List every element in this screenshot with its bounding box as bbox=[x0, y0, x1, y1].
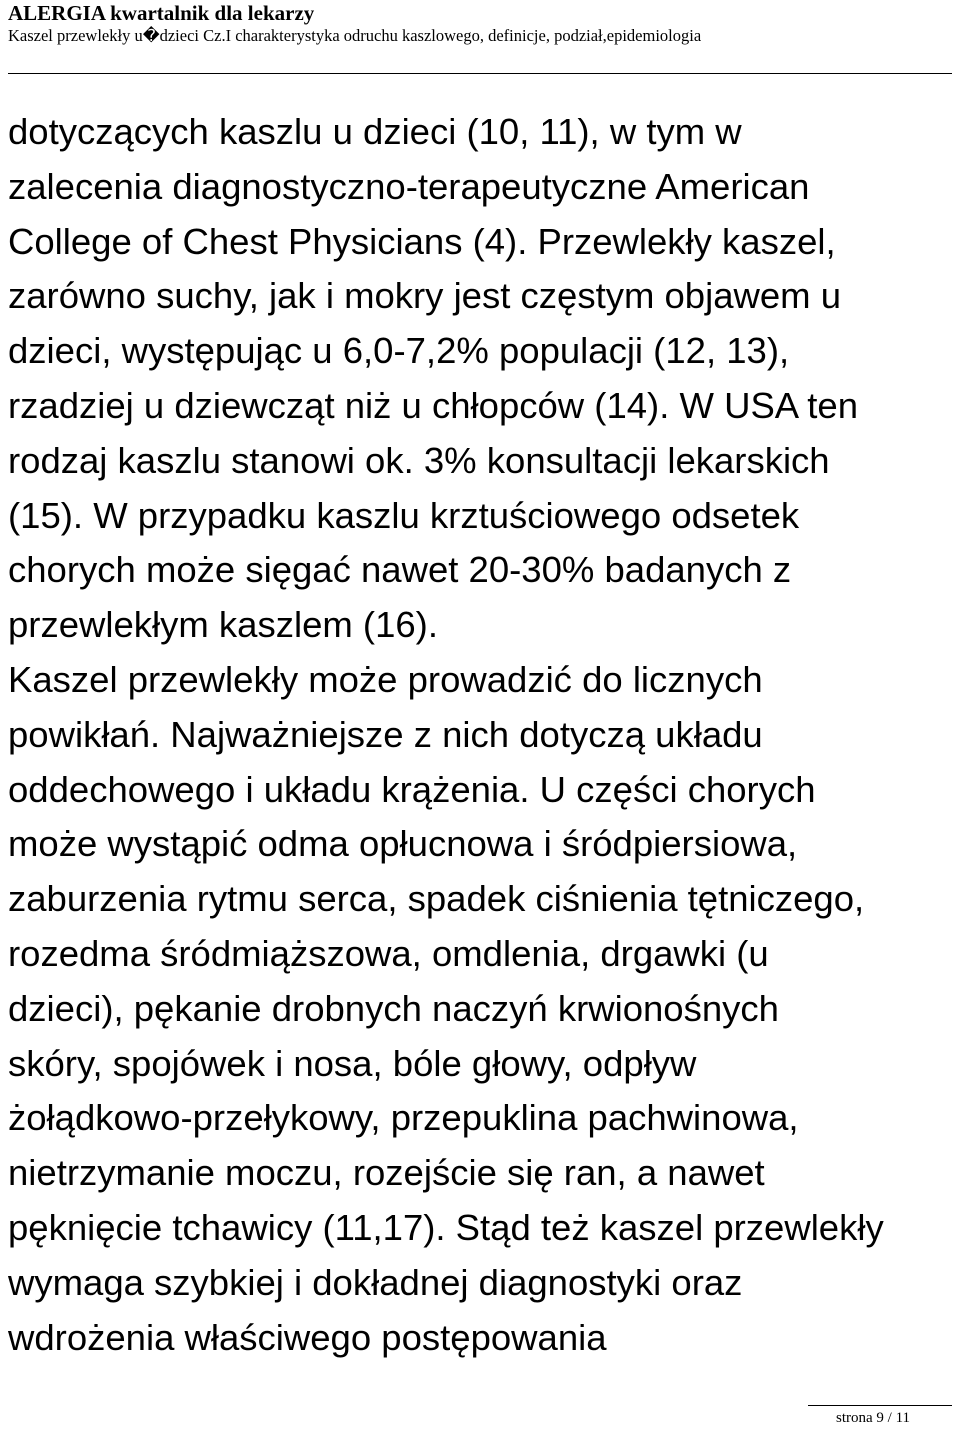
article-body bbox=[8, 105, 958, 1365]
body-line: rzadziej u dziewcząt niż u chłopców (14). W USA ten bbox=[8, 384, 858, 426]
body-line: (15). W przypadku kaszlu krztuściowego odsetek bbox=[8, 494, 800, 536]
body-line: dzieci), pękanie drobnych naczyń krwionośnych bbox=[8, 987, 779, 1029]
body-line: dzieci, występując u 6,0-7,2% populacji (12, 13), bbox=[8, 330, 790, 372]
body-line: skóry, spojówek i nosa, bóle głowy, odpływ bbox=[8, 1042, 697, 1084]
body-line: pęknięcie tchawicy (11,17). Stąd też kaszel przewlekły bbox=[8, 1206, 884, 1248]
body-line: żołądkowo-przełykowy, przepuklina pachwinowa, bbox=[8, 1097, 799, 1139]
body-line: powikłań. Najważniejsze z nich dotyczą układu bbox=[8, 713, 763, 755]
body-line: College of Chest Physicians (4). Przewlekły kaszel, bbox=[8, 220, 836, 262]
body-line: oddechowego i układu krążenia. U części chorych bbox=[8, 768, 816, 810]
body-line: wdrożenia właściwego postępowania bbox=[8, 1316, 607, 1358]
journal-title: ALERGIA kwartalnik dla lekarzy bbox=[8, 1, 315, 25]
body-line: Kaszel przewlekły może prowadzić do licznych bbox=[8, 658, 763, 700]
page-number: strona 9 / 11 bbox=[836, 1410, 911, 1426]
page-header bbox=[8, 0, 952, 47]
article-subtitle: Kaszel przewlekły u�dzieci Cz.I charakterystyka odruchu kaszlowego, definicje, podział,epidemiologia bbox=[8, 26, 702, 45]
body-line: może wystąpić odma opłucnowa i śródpiersiowa, bbox=[8, 823, 798, 865]
body-line: dotyczących kaszlu u dzieci (10, 11), w tym w bbox=[8, 111, 742, 152]
body-line: zalecenia diagnostyczno-terapeutyczne American bbox=[8, 165, 810, 207]
body-line: nietrzymanie moczu, rozejście się ran, a nawet bbox=[8, 1152, 765, 1194]
body-line: przewlekłym kaszlem (16). bbox=[8, 604, 438, 646]
body-line: chorych może sięgać nawet 20-30% badanych z bbox=[8, 549, 792, 591]
body-line: zarówno suchy, jak i mokry jest częstym objawem u bbox=[8, 275, 842, 317]
header-divider bbox=[8, 73, 952, 74]
footer-divider bbox=[808, 1405, 952, 1406]
body-line: rozedma śródmiąższowa, omdlenia, drgawki (u bbox=[8, 932, 769, 974]
body-line: wymaga szybkiej i dokładnej diagnostyki oraz bbox=[8, 1261, 743, 1303]
body-line: zaburzenia rytmu serca, spadek ciśnienia tętniczego, bbox=[8, 878, 865, 920]
body-line: rodzaj kaszlu stanowi ok. 3% konsultacji lekarskich bbox=[8, 439, 830, 481]
